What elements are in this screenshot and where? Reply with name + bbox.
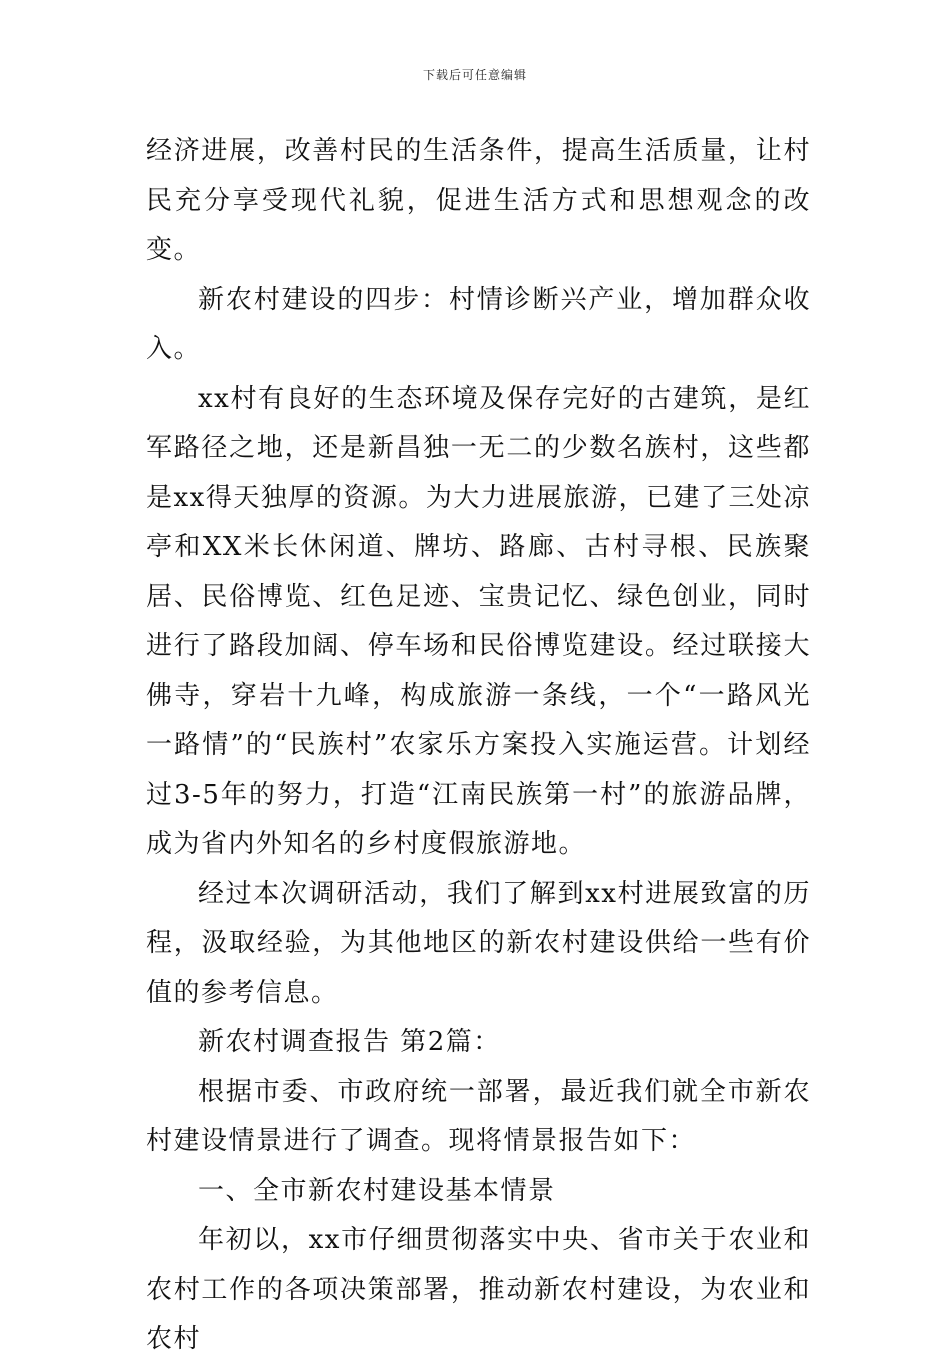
paragraph-1: 经济进展，改善村民的生活条件，提高生活质量，让村民充分享受现代礼貌，促进生活方式和思想观念的改变。 [146, 136, 811, 265]
paragraph-5: 新农村调查报告 第2篇： [198, 1027, 501, 1057]
paragraph-8: 年初以，xx市仔细贯彻落实中央、省市关于农业和农村工作的各项决策部署，推动新农村建设，为农业和农村 [146, 1225, 811, 1354]
paragraph-4: 经过本次调研活动，我们了解到xx村进展致富的历程，汲取经验，为其他地区的新农村建设供给一些有价值的参考信息。 [146, 878, 811, 1008]
paragraph-6: 根据市委、市政府统一部署，最近我们就全市新农村建设情景进行了调查。现将情景报告如下： [146, 1076, 811, 1156]
section-heading: 一、全市新农村建设基本情景 [198, 1175, 556, 1206]
header-note: 下载后可任意编辑 [422, 68, 527, 82]
document-body [146, 127, 811, 1365]
paragraph-2: 新农村建设的四步：村情诊断兴产业，增加群众收入。 [146, 284, 811, 364]
paragraph-3: xx村有良好的生态环境及保存完好的古建筑，是红军路径之地，还是新昌独一无二的少数名族村，这些都是xx得天独厚的资源。为大力进展旅游，已建了三处凉亭和XX米长休闲道、牌坊、路廊、古村寻根、民族聚居、民俗博览、红色足迹、宝贵记忆、绿色创业，同时进行了路段加阔、停车场和民俗博览建设。经过联接大佛寺，穿岩十九峰，构成旅游一条线，一个“一路风光一路情”的“民族村”农家乐方案投入实施运营。计划经过3-5年的努力，打造“江南民族第一村”的旅游品牌，成为省内外知名的乡村度假旅游地。 [146, 383, 811, 859]
